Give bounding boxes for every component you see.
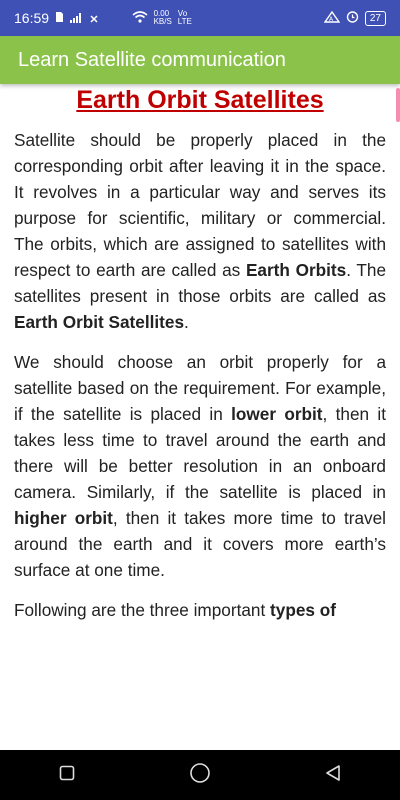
p2-bold-lower-orbit: lower orbit (231, 404, 323, 424)
status-time: 16:59 (14, 10, 50, 26)
p1-bold-earth-orbit-satellites: Earth Orbit Satellites (14, 312, 185, 332)
p2-text-3: , then it takes more time to travel around the earth and it covers more earth’s surface at one time. (14, 508, 386, 580)
app-title: Learn Satellite communication (18, 48, 286, 71)
recents-square-icon (59, 765, 75, 786)
paragraph-2 (14, 349, 386, 583)
home-button[interactable] (180, 755, 220, 795)
p2-text-2: , then it takes less time to travel around the earth and there will be better resolution in an onboard camera. Similarly, if the satellite is placed in (14, 404, 386, 502)
data-speed-value: 0.00 (153, 9, 170, 18)
p3-text-1: Following are the three important (14, 600, 271, 620)
article-title: Earth Orbit Satellites (76, 86, 324, 114)
back-button[interactable] (313, 755, 353, 795)
home-circle-icon (189, 762, 211, 789)
paragraph-3 (14, 597, 386, 623)
data-icon (324, 10, 340, 26)
back-triangle-icon (324, 764, 342, 787)
status-right (132, 10, 386, 26)
scrollbar-thumb[interactable] (396, 88, 400, 122)
muted-notification-icon (90, 10, 98, 26)
battery-icon: 27 (365, 11, 386, 26)
wifi-icon (132, 10, 148, 26)
p1-text-1: Satellite should be properly placed in the corresponding orbit after leaving it in the space. It revolves in a particular way and serves its purpose for scientific, military or commercial. The orbits, which are assigned to satellites with respect to earth are called as (14, 130, 386, 280)
status-bar (0, 0, 400, 36)
sim-icon (55, 10, 64, 26)
data-speed (154, 10, 172, 26)
recents-button[interactable] (47, 755, 87, 795)
status-left (14, 10, 98, 26)
data-speed-unit: KB/S (153, 17, 172, 26)
p2-text-1: We should choose an orbit properly for a satellite based on the requirement. For example, if the satellite is placed in (14, 352, 386, 424)
p2-bold-higher-orbit: higher orbit (14, 508, 113, 528)
navigation-bar (0, 750, 400, 800)
network-vo: Vo (177, 9, 188, 18)
paragraph-1 (14, 127, 386, 335)
network-type (178, 10, 192, 26)
p3-bold-types-of: types of (270, 600, 336, 620)
svg-text:A: A (328, 16, 333, 23)
article-content[interactable] (0, 84, 400, 750)
p1-bold-earth-orbits: Earth Orbits (245, 260, 347, 280)
alarm-icon (346, 10, 359, 26)
p1-text-2: . The satellites present in those orbits are called as (14, 260, 386, 306)
app-bar (0, 36, 400, 84)
network-lte: LTE (177, 17, 192, 26)
p1-text-3: . (184, 312, 189, 332)
signal-icon (70, 10, 84, 26)
